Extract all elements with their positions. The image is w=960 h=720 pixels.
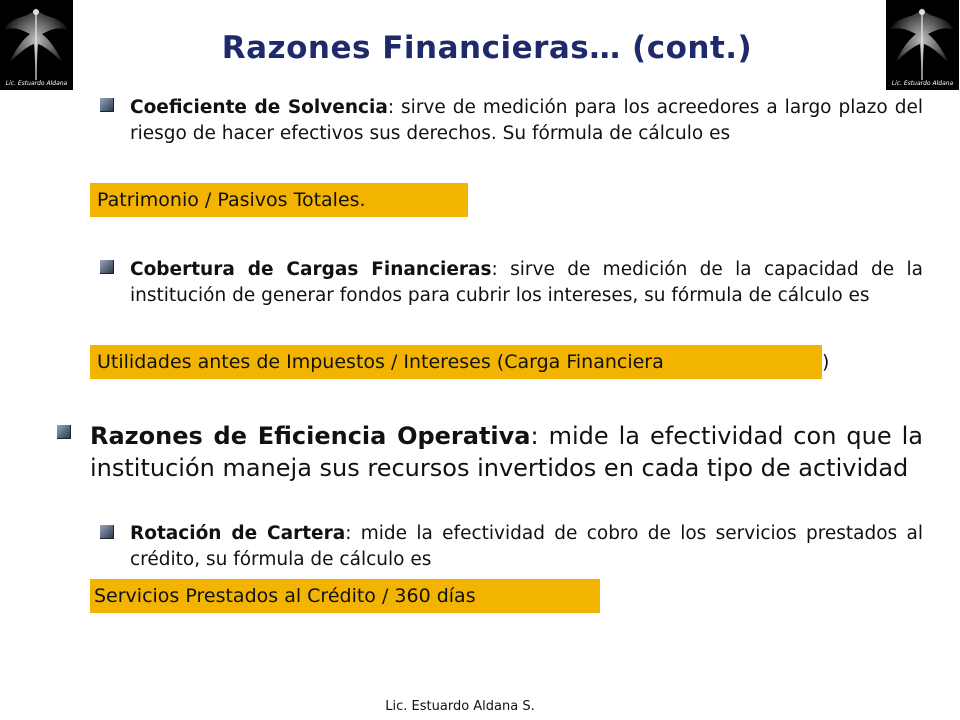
cartera-term: Rotación de Cartera	[130, 523, 346, 544]
bullet-icon	[100, 525, 114, 539]
solvencia-term: Coeficiente de Solvencia	[130, 97, 388, 118]
eficiencia-term: Razones de Eficiencia Operativa	[90, 422, 531, 450]
logo-caption: Lic. Estuardo Aldana	[5, 80, 68, 87]
cobertura-formula: Utilidades antes de Impuestos / Intereses (Carga Financiera	[90, 345, 822, 379]
bullet-icon	[100, 98, 114, 112]
footer-author: Lic. Estuardo Aldana S.	[385, 699, 535, 714]
slide-title: Razones Financieras… (cont.)	[221, 30, 753, 66]
cobertura-text: : sirve de medición de la capacidad de la institución de generar fondos para cubrir los intereses, su fórmula de cálculo es	[130, 259, 923, 306]
eficiencia-paragraph	[90, 420, 923, 484]
bullet-icon	[57, 425, 71, 439]
solvencia-text: : sirve de medición para los acreedores a largo plazo del riesgo de hacer efectivos sus derechos. Su fórmula de cálculo es	[130, 97, 924, 144]
cartera-paragraph	[130, 521, 923, 573]
logo-caption: Lic. Estuardo Aldana	[891, 80, 954, 87]
solvencia-paragraph	[130, 95, 923, 147]
eficiencia-text: : mide la efectividad con que la institución maneja sus recursos invertidos en cada tipo de actividad	[90, 422, 923, 482]
bullet-icon	[100, 260, 114, 274]
cartera-formula: Servicios Prestados al Crédito / 360 días	[90, 579, 600, 613]
cobertura-term: Cobertura de Cargas Financieras	[130, 259, 492, 280]
solvencia-formula: Patrimonio / Pasivos Totales.	[90, 183, 468, 217]
cobertura-paragraph	[130, 257, 923, 309]
cobertura-formula-tail: )	[822, 351, 830, 373]
cartera-text: : mide la efectividad de cobro de los servicios prestados al crédito, su fórmula de cálculo es	[130, 523, 923, 570]
